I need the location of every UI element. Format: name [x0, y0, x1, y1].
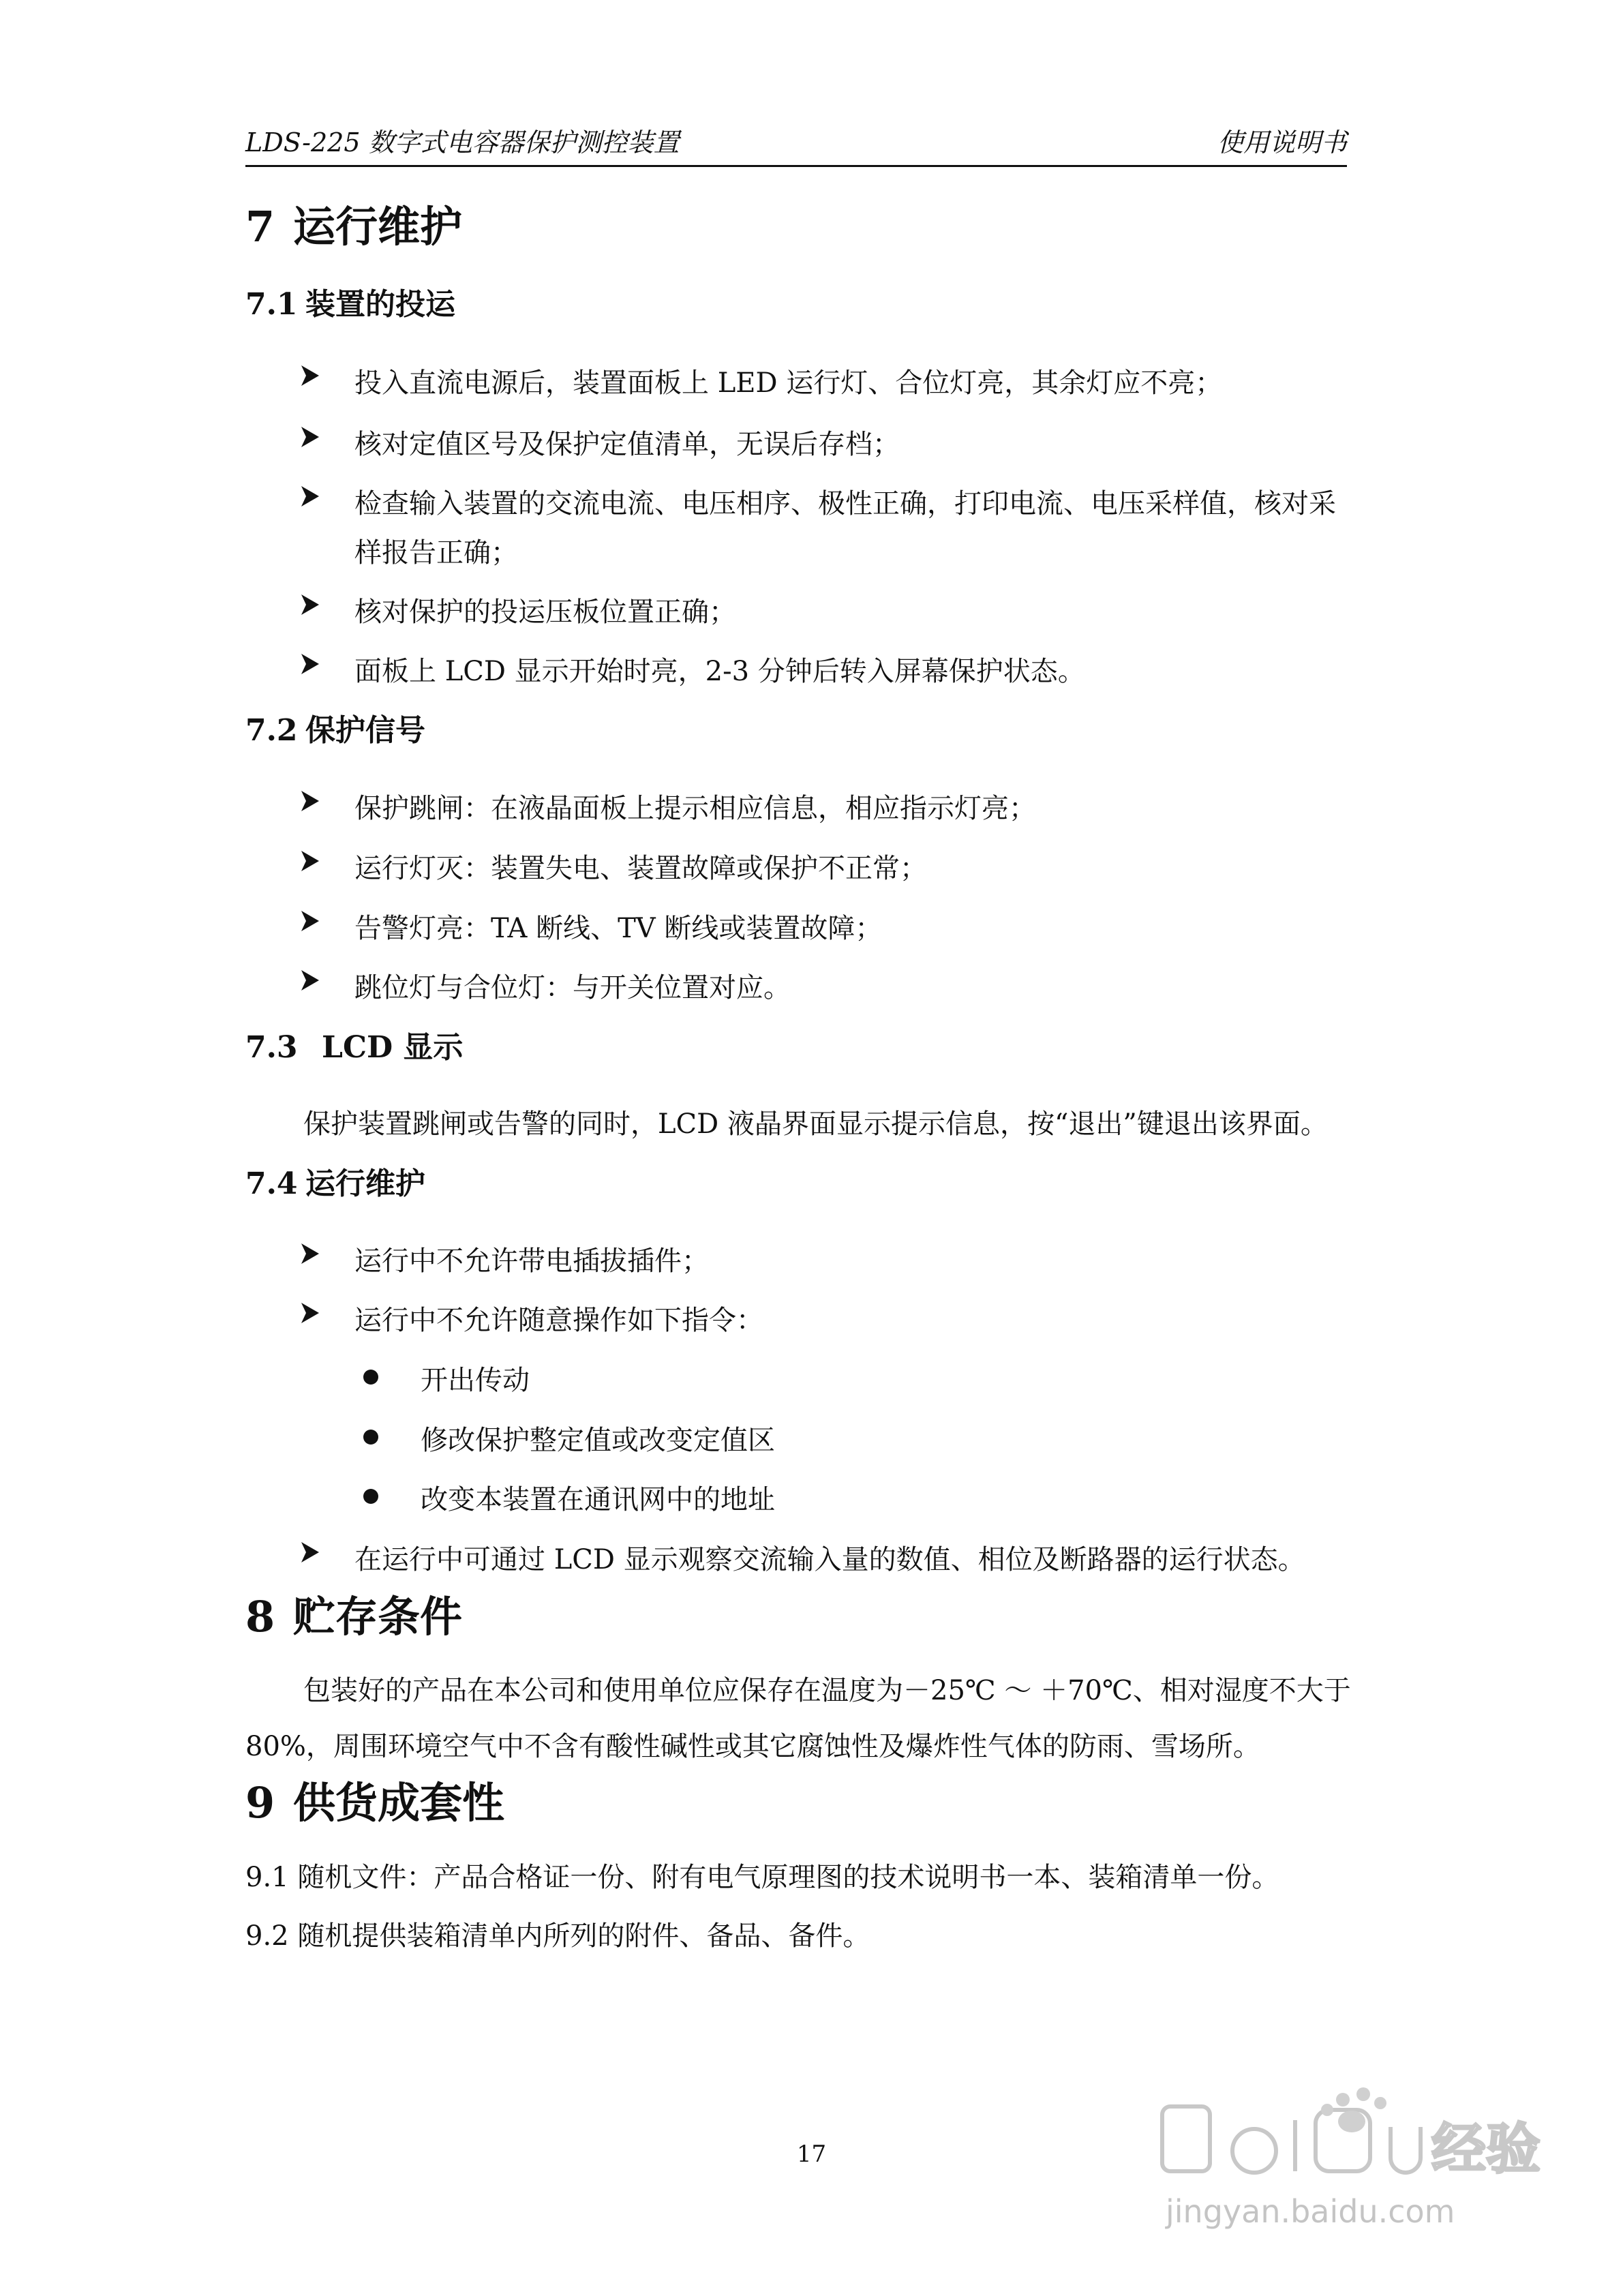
section-9-2-text: 9.2 随机提供装箱清单内所列的附件、备品、备件。 — [245, 1920, 870, 1952]
arrow-bullet-icon — [300, 1242, 320, 1265]
section-9-heading — [245, 1769, 504, 1830]
arrow-bullet-icon — [300, 969, 320, 992]
sub-list-item: 修改保护整定值或改变定值区 — [421, 1425, 775, 1456]
arrow-bullet-icon — [300, 1301, 320, 1325]
section-9-1-text: 9.1 随机文件：产品合格证一份、附有电气原理图的技术说明书一本、装箱清单一份。 — [245, 1862, 1279, 1893]
arrow-bullet-icon — [300, 593, 320, 616]
section-title: 保护信号 — [305, 713, 425, 748]
arrow-bullet-icon — [300, 485, 320, 508]
arrow-bullet-icon — [300, 652, 320, 676]
section-title: 装置的投运 — [305, 287, 455, 322]
watermark-url: jingyan.baidu.com — [1166, 2193, 1455, 2230]
section-number: 8 — [245, 1592, 275, 1642]
page-number: 17 — [796, 2141, 827, 2168]
section-7-heading — [245, 193, 462, 254]
page-header — [245, 121, 1347, 167]
dot-bullet-icon — [363, 1489, 378, 1504]
section-title: 供货成套性 — [293, 1778, 505, 1828]
section-title: 运行维护 — [293, 202, 463, 252]
sub-list-item: 改变本装置在通讯网中的地址 — [421, 1484, 775, 1515]
sub-list-item: 开出传动 — [421, 1365, 530, 1396]
section-title: LCD 显示 — [322, 1030, 464, 1065]
arrow-bullet-icon — [300, 849, 320, 873]
section-7-3-heading — [245, 1023, 463, 1066]
section-7-3-text: 保护装置跳闸或告警的同时，LCD 液晶界面显示提示信息，按“退出”键退出该界面。 — [303, 1108, 1328, 1140]
dot-bullet-icon — [363, 1370, 378, 1385]
header-doc-type: 使用说明书 — [1217, 127, 1347, 157]
section-number: 7.3 — [245, 1030, 298, 1065]
section-8-heading — [245, 1583, 462, 1644]
section-number: 7 — [245, 202, 275, 252]
arrow-bullet-icon — [300, 909, 320, 933]
arrow-bullet-icon — [300, 425, 320, 449]
section-number: 7.2 — [245, 713, 298, 748]
section-number: 7.1 — [245, 287, 298, 322]
section-number: 9 — [245, 1778, 275, 1828]
section-8-text-line1: 包装好的产品在本公司和使用单位应保存在温度为－25℃ ～ ＋70℃、相对湿度不大于 — [303, 1675, 1351, 1706]
section-number: 7.4 — [245, 1166, 298, 1201]
dot-bullet-icon — [363, 1430, 378, 1445]
arrow-bullet-icon — [300, 364, 320, 387]
watermark-logo-text: 经验 — [1431, 2117, 1541, 2181]
section-8-text-line2: 80%，周围环境空气中不含有酸性碱性或其它腐蚀性及爆炸性气体的防雨、雪场所。 — [245, 1731, 1260, 1762]
section-7-1-heading — [245, 280, 455, 323]
arrow-bullet-icon — [300, 789, 320, 813]
section-title: 贮存条件 — [293, 1592, 463, 1642]
baidu-watermark-logo — [1159, 2079, 1541, 2250]
section-7-2-heading — [245, 706, 425, 749]
section-title: 运行维护 — [305, 1166, 425, 1201]
arrow-bullet-icon — [300, 1541, 320, 1564]
section-7-4-heading — [245, 1159, 425, 1203]
header-title: LDS-225 数字式电容器保护测控装置 — [245, 127, 680, 157]
